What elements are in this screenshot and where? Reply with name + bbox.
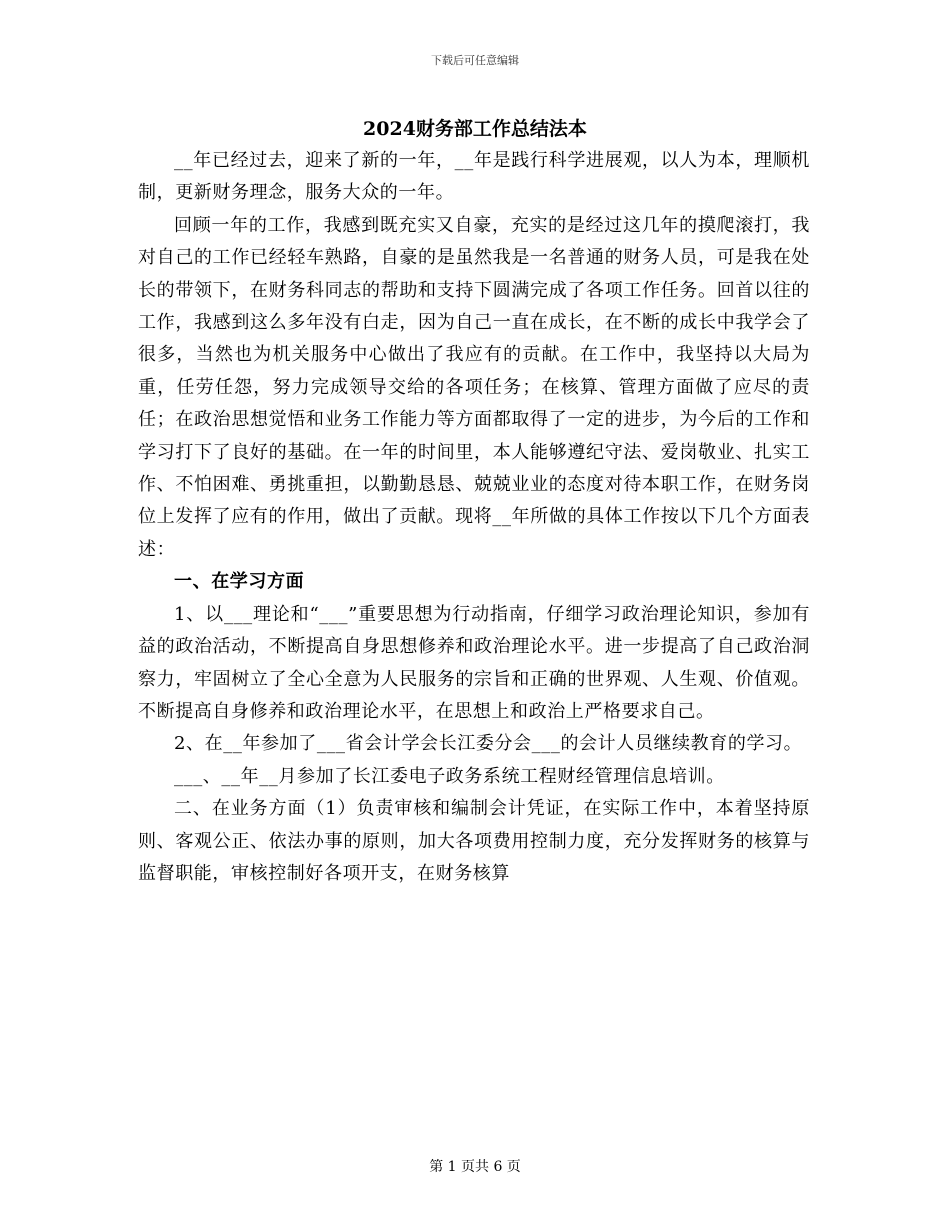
review-paragraph: 回顾一年的工作，我感到既充实又自豪，充实的是经过这几年的摸爬滚打，我对自己的工作已经轻车熟路，自豪的是虽然我是一名普通的财务人员，可是我在处长的带领下，在财务科同志的帮助和支持下圆满完成了各项工作任务。回首以往的工作，我感到这么多年没有白走，因为自己一直在成长，在不断的成长中我学会了很多，当然也为机关服务中心做出了我应有的贡献。在工作中，我坚持以大局为重，任劳任怨，努力完成领导交给的各项任务；在核算、管理方面做了应尽的责任；在政治思想觉悟和业务工作能力等方面都取得了一定的进步，为今后的工作和学习打下了良好的基础。在一年的时间里，本人能够遵纪守法、爱岗敬业、扎实工作、不怕困难、勇挑重担，以勤勤恳恳、兢兢业业的态度对待本职工作，在财务岗位上发挥了应有的作用，做出了贡献。现将__年所做的具体工作按以下几个方面表述： xyxy=(138,214,810,560)
study-item-2: 2、在__年参加了___省会计学会长江委分会___的会计人员继续教育的学习。 xyxy=(174,733,803,755)
study-item-3: ___、__年__月参加了长江委电子政务系统工程财经管理信息培训。 xyxy=(174,765,725,787)
intro-paragraph: __年已经过去，迎来了新的一年，__年是践行科学进展观，以人为本，理顺机制，更新财务理念，服务大众的一年。 xyxy=(138,150,810,204)
page-header-note: 下载后可任意编辑 xyxy=(431,54,519,67)
document-body xyxy=(138,145,810,890)
section-heading-study: 一、在学习方面 xyxy=(174,571,305,593)
document-title: 2024财务部工作总结法本 xyxy=(363,118,587,140)
business-section-paragraph: 二、在业务方面（1）负责审核和编制会计凭证，在实际工作中，本着坚持原则、客观公正、依法办事的原则，加大各项费用控制力度，充分发挥财务的核算与监督职能，审核控制好各项开支，在财务核算 xyxy=(138,798,810,884)
page-number: 第 1 页共 6 页 xyxy=(429,1159,521,1175)
study-item-1: 1、以___理论和“___”重要思想为行动指南，仔细学习政治理论知识，参加有益的政治活动，不断提高自身思想修养和政治理论水平。进一步提高了自己政治洞察力，牢固树立了全心全意为人民服务的宗旨和正确的世界观、人生观、价值观。不断提高自身修养和政治理论水平，在思想上和政治上严格要求自己。 xyxy=(138,603,810,722)
